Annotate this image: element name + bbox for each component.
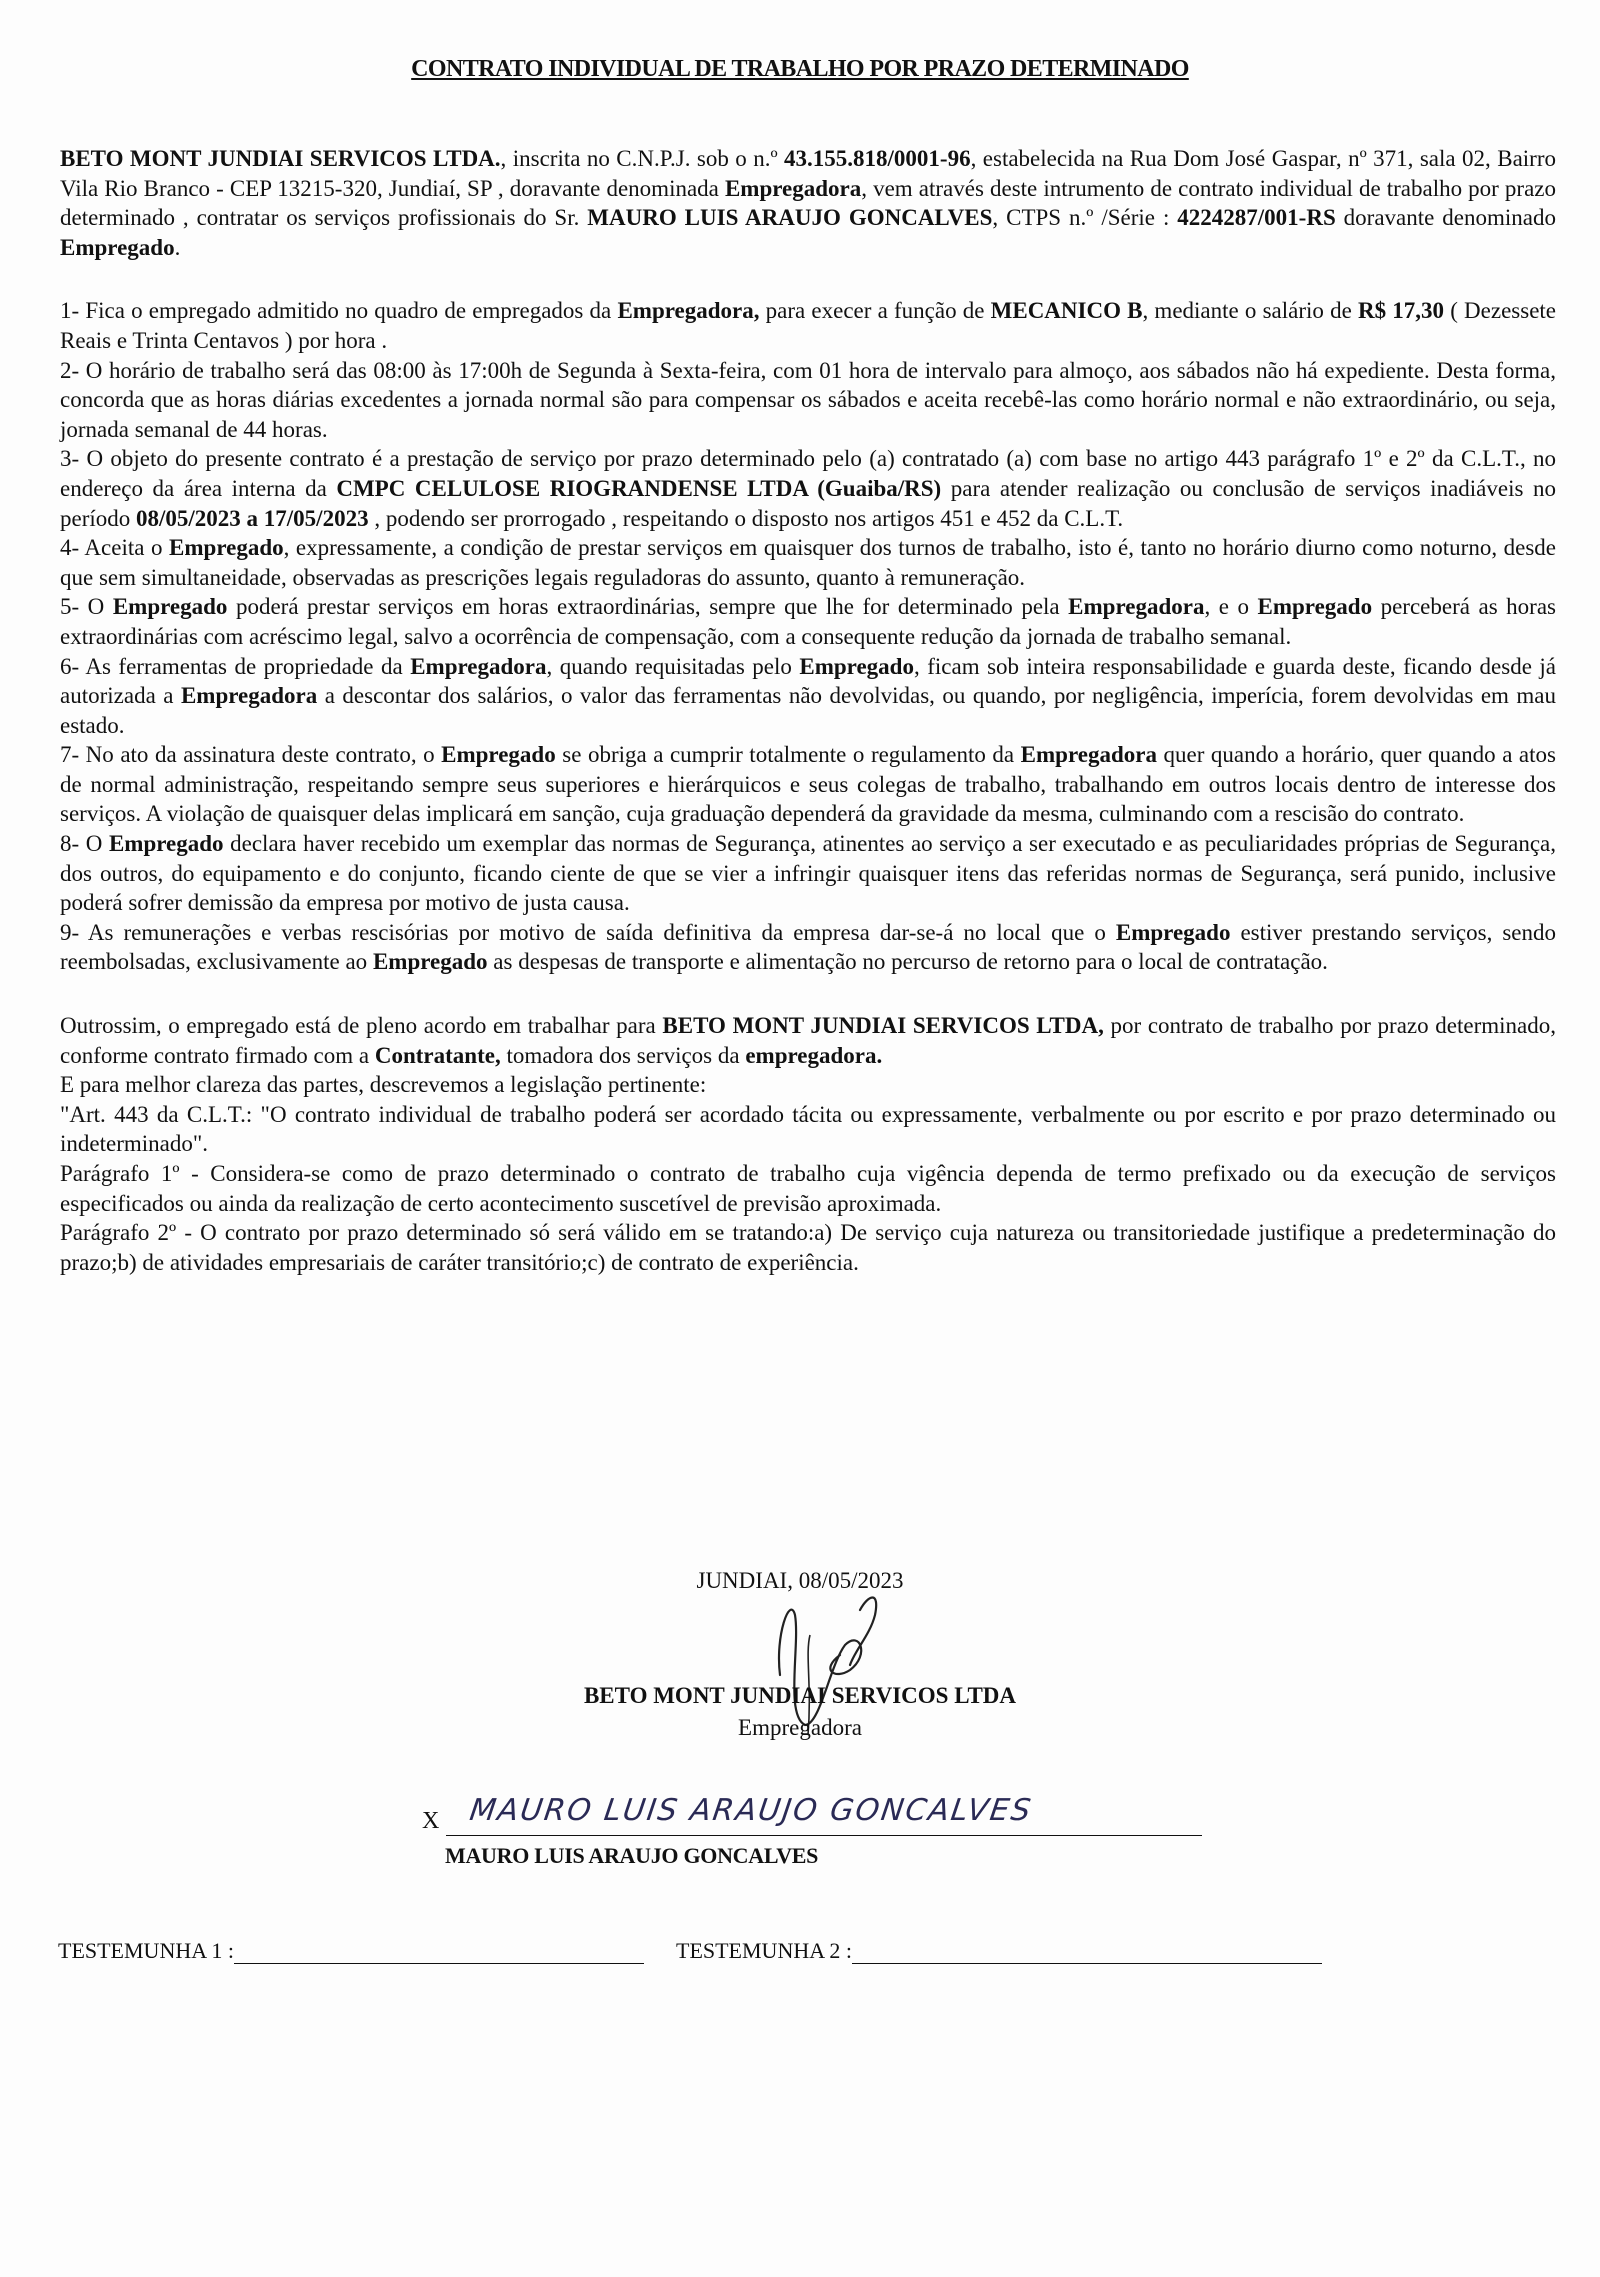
cnpj: 43.155.818/0001-96: [784, 146, 971, 171]
witness-1-label: TESTEMUNHA 1 :: [58, 1938, 234, 1963]
employee-handwritten-signature: MAURO LUIS ARAUJO GONCALVES: [467, 1793, 1035, 1828]
signature-rule: [446, 1835, 1202, 1836]
clause-6: 6- As ferramentas de propriedade da Empregadora, quando requisitadas pelo Empregado, ficam sob inteira responsabilidade e guarda deste, ficando desde já autorizada a Empregadora a descontar dos salários, o valor das ferramentas não devolvidas, ou quando, por negligência, imperícia, forem devolvidas em mau estado.: [60, 653, 1556, 738]
client-company: CMPC CELULOSE RIOGRANDENSE LTDA (Guaiba/RS): [336, 475, 942, 501]
hourly-salary: R$ 17,30: [1357, 298, 1445, 324]
intro-paragraph: BETO MONT JUNDIAI SERVICOS LTDA., inscrita no C.N.P.J. sob o n.º 43.155.818/0001-96, estabelecida na Rua Dom José Gaspar, nº 371, sala 02, Bairro Vila Rio Branco - CEP 13215-320, Jundiaí, SP , doravante denominada Empregadora, vem através deste intrumento de contrato individual de trabalho por prazo determinado , contratar os serviços profissionais do Sr. MAURO LUIS ARAUJO GONCALVES, CTPS n.º /Série : 4224287/001-RS doravante denominado Empregado.: [60, 146, 1557, 260]
witness-1-line[interactable]: [234, 1939, 644, 1964]
document-body: [60, 144, 1556, 1277]
employee-signature-name: MAURO LUIS ARAUJO GONCALVES: [445, 1843, 819, 1868]
witness-1: [58, 1938, 644, 1964]
clause-7: 7- No ato da assinatura deste contrato, o Empregado se obriga a cumprir totalmente o regulamento da Empregadora quer quando a horário, quer quando a atos de normal administração, respeitando sempre seus superiores e hierárquicos e seus colegas de trabalho, trabalhando em outros locais dentro de interesse dos serviços. A violação de quaisquer delas implicará em sanção, cuja graduação dependerá da gravidade da mesma, culminando com a rescisão do contrato.: [60, 742, 1556, 827]
ctps-number: 4224287/001-RS: [1177, 205, 1336, 231]
employee-signature-line: [422, 1808, 446, 1835]
job-role: MECANICO B: [990, 298, 1143, 324]
legislation-paragraph-1: Parágrafo 1º - Considera-se como de prazo determinado o contrato de trabalho cuja vigência dependa de termo prefixado ou da execução de serviços especificados ou ainda da realização de certo acontecimento suscetível de previsão aproximada.: [60, 1161, 1556, 1216]
clause-3: 3- O objeto do presente contrato é a prestação de serviço por prazo determinado pelo (a) contratado (a) com base no artigo 443 parágrafo 1º e 2º da C.L.T., no endereço da área interna da CMPC CELULOSE RIOGRANDENSE LTDA (Guaiba/RS) para atender realização ou conclusão de serviços inadiáveis no período 08/05/2023 a 17/05/2023 , podendo ser prorrogado , respeitando o disposto nos artigos 451 e 452 da C.L.T.: [60, 446, 1556, 531]
witness-2-label: TESTEMUNHA 2 :: [676, 1938, 852, 1963]
witness-2-line[interactable]: [852, 1939, 1322, 1964]
contract-period: 08/05/2023 a 17/05/2023: [136, 505, 369, 531]
company-name: BETO MONT JUNDIAI SERVICOS LTDA.: [60, 146, 501, 171]
legislation-art-443: "Art. 443 da C.L.T.: "O contrato individual de trabalho poderá ser acordado tácita ou expressamente, verbalmente ou por escrito e por prazo determinado ou indeterminado".: [60, 1101, 1556, 1157]
place-date: JUNDIAI, 08/05/2023: [696, 1568, 904, 1593]
legislation-paragraph-2: Parágrafo 2º - O contrato por prazo determinado só será válido em se tratando:a) De serviço cuja natureza ou transitoriedade justifique a predeterminação do prazo;b) de atividades empresariais de caráter transitório;c) de contrato de experiência.: [60, 1220, 1556, 1275]
clause-2: 2- O horário de trabalho será das 08:00 às 17:00h de Segunda à Sexta-feira, com 01 hora de intervalo para almoço, aos sábados não há expediente. Desta forma, concorda que as horas diárias excedentes a jornada normal são para compensar os sábados e aceita recebê-las como horário normal e não extraordinário, ou seja, jornada semanal de 44 horas.: [60, 357, 1556, 442]
company-signature-name: BETO MONT JUNDIAI SERVICOS LTDA: [583, 1683, 1017, 1708]
clause-9: 9- As remunerações e verbas rescisórias por motivo de saída definitiva da empresa dar-se-á no local que o Empregado estiver prestando serviços, sendo reembolsadas, exclusivamente ao Empregado as despesas de transporte e alimentação no percurso de retorno para o local de contratação.: [60, 919, 1556, 975]
clause-4: 4- Aceita o Empregado, expressamente, a condição de prestar serviços em quaisquer dos turnos de trabalho, isto é, tanto no horário diurno como noturno, desde que sem simultaneidade, observadas as prescrições legais reguladoras do assunto, quanto à remuneração.: [60, 535, 1557, 590]
clause-8: 8- O Empregado declara haver recebido um exemplar das normas de Segurança, atinentes ao serviço a ser executado e as peculiaridades próprias de Segurança, dos outros, do equipamento e do conjunto, ficando ciente de que se vier a infringir quaisquer itens das referidas normas de Segurança, será punido, inclusive poderá sofrer demissão da empresa por motivo de justa causa.: [60, 831, 1556, 916]
witness-2: [676, 1938, 1322, 1964]
company-signature-block: [0, 1680, 1600, 1744]
closing-paragraph: Outrossim, o empregado está de pleno acordo em trabalhar para BETO MONT JUNDIAI SERVICOS LTDA, por contrato de trabalho por prazo determinado, conforme contrato firmado com a Contratante, tomadora dos serviços da empregadora.: [60, 1013, 1556, 1068]
document-title: CONTRATO INDIVIDUAL DE TRABALHO POR PRAZO DETERMINADO: [411, 56, 1189, 82]
legislation-intro: E para melhor clareza das partes, descrevemos a legislação pertinente:: [60, 1072, 707, 1098]
clause-5: 5- O Empregado poderá prestar serviços em horas extraordinárias, sempre que lhe for determinado pela Empregadora, e o Empregado perceberá as horas extraordinárias com acréscimo legal, salvo a ocorrência de compensação, com a consequente redução da jornada de trabalho semanal.: [60, 594, 1556, 649]
clause-1: 1- Fica o empregado admitido no quadro de empregados da Empregadora, para execer a função de MECANICO B, mediante o salário de R$ 17,30 ( Dezessete Reais e Trinta Centavos ) por hora .: [60, 298, 1556, 353]
company-signature-role: Empregadora: [738, 1715, 862, 1740]
employee-name-inline: MAURO LUIS ARAUJO GONCALVES: [587, 205, 993, 231]
signature-x-mark: X: [422, 1808, 440, 1834]
